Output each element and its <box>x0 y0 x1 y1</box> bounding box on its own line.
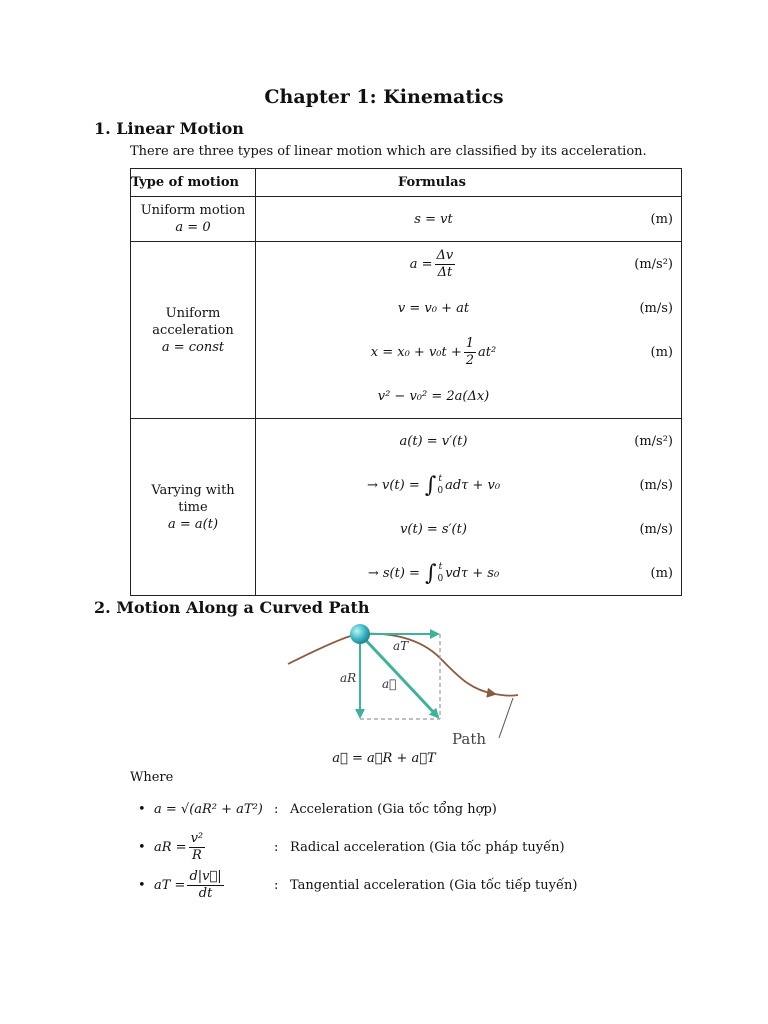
formula <box>256 551 611 595</box>
type-label: Varying with <box>151 482 235 498</box>
formula-lhs: aT = <box>154 877 186 893</box>
formula-unit: (m/s²) <box>634 433 673 449</box>
formula-cell <box>256 419 682 596</box>
formula-tail: at² <box>478 344 497 360</box>
formula-unit: (m/s) <box>639 521 673 537</box>
bullet-dot: • <box>138 839 146 855</box>
type-cell-varying-with-time <box>131 419 256 596</box>
formula <box>256 463 611 507</box>
bullet-dot: • <box>138 801 146 817</box>
colon: : <box>274 839 279 855</box>
formula-unit: (m/s) <box>639 300 673 316</box>
type-condition: a = const <box>161 339 225 355</box>
formula-lhs: x = x₀ + v₀t + <box>370 344 462 360</box>
formula-lhs: → v(t) = <box>366 477 420 493</box>
fraction <box>435 248 456 281</box>
type-label: Uniform motion <box>140 203 246 218</box>
type-cell-uniform-acceleration <box>131 242 256 419</box>
label-path: Path <box>452 730 487 748</box>
fraction <box>464 336 476 369</box>
particle-ball <box>350 624 370 644</box>
table-row <box>131 419 682 596</box>
type-condition: a = 0 <box>175 220 211 235</box>
table-row <box>131 242 682 419</box>
bullet-dot: • <box>138 877 146 893</box>
fraction-denominator: R <box>191 847 202 863</box>
chapter-title: Chapter 1: Kinematics <box>264 86 504 108</box>
table-row <box>131 197 682 242</box>
path-curve-tail <box>495 694 518 696</box>
description: Radical acceleration (Gia tốc pháp tuyến) <box>290 839 565 855</box>
fraction-denominator: Δt <box>437 264 453 280</box>
formula-row <box>256 374 681 418</box>
list-item <box>138 868 698 902</box>
type-cell-uniform-motion <box>131 197 256 242</box>
formula: a = √(aR² + aT²) <box>154 801 263 817</box>
label-aT: aT <box>393 639 409 653</box>
formula: v(t) = s′(t) <box>400 521 467 537</box>
list-item <box>138 792 698 826</box>
type-label: time <box>178 499 208 515</box>
type-label: Uniform <box>165 305 221 321</box>
formula-lhs: → s(t) = <box>367 565 420 581</box>
formula-unit: (m/s) <box>639 477 673 493</box>
integral-upper: t <box>438 474 442 484</box>
formula-cell <box>256 242 682 419</box>
formula <box>256 242 611 286</box>
header-type-of-motion: Type of motion <box>131 169 256 197</box>
fraction <box>187 869 223 902</box>
formula-row <box>256 551 681 595</box>
formula-row <box>256 330 681 374</box>
integral-lower: 0 <box>437 574 444 584</box>
formula: v² − v₀² = 2a(Δx) <box>377 388 490 404</box>
formula-lhs: a = <box>409 256 433 272</box>
description: Tangential acceleration (Gia tốc tiếp tuyến) <box>290 877 578 893</box>
integral-sign: ∫ <box>425 560 437 586</box>
formula-unit: (m) <box>650 565 673 581</box>
formula-unit: (m/s²) <box>634 256 673 272</box>
formula-row <box>256 507 681 551</box>
label-aR: aR <box>340 671 357 685</box>
table-header-row <box>131 169 682 197</box>
fraction-denominator: dt <box>198 885 213 901</box>
type-condition: a = a(t) <box>167 516 219 532</box>
header-formulas: Formulas <box>256 169 682 197</box>
fraction-numerator: d|v⃗| <box>189 868 222 884</box>
formula-row <box>256 419 681 463</box>
kinematics-table <box>130 168 682 596</box>
formula-lhs: aR = <box>154 839 187 855</box>
colon: : <box>274 801 279 817</box>
integral-lower: 0 <box>437 486 444 496</box>
formula <box>256 330 611 374</box>
formula-row <box>256 463 681 507</box>
fraction-denominator: 2 <box>465 352 475 368</box>
where-label: Where <box>130 770 174 785</box>
formula-tail: adτ + v₀ <box>445 477 501 493</box>
colon: : <box>274 877 279 893</box>
formula-unit: (m) <box>650 344 673 360</box>
formula-row <box>256 242 681 286</box>
intro-text: There are three types of linear motion which are classified by its acceleration. <box>130 144 647 159</box>
description: Acceleration (Gia tốc tổng hợp) <box>290 801 497 817</box>
fraction-numerator: Δv <box>436 247 454 263</box>
formula-unit: (m) <box>650 211 673 227</box>
section-heading-linear-motion: 1. Linear Motion <box>94 119 244 138</box>
formula: a(t) = v′(t) <box>399 433 468 449</box>
integral-sign: ∫ <box>424 472 437 498</box>
label-a: a⃗ <box>382 677 397 691</box>
formula-row <box>256 197 681 241</box>
integral-limits <box>437 473 443 497</box>
vector-equation: a⃗ = a⃗R + a⃗T <box>332 751 436 766</box>
type-label: acceleration <box>152 322 234 338</box>
integral-limits <box>438 561 444 585</box>
formula-tail: vdτ + s₀ <box>445 565 500 581</box>
curved-path-diagram <box>280 618 530 758</box>
path-leader-line <box>499 698 513 738</box>
fraction <box>189 831 206 864</box>
formula-row <box>256 286 681 330</box>
formula: s = vt <box>414 211 453 227</box>
formula <box>154 830 207 864</box>
formula-cell <box>256 197 682 242</box>
formula: v = v₀ + at <box>397 300 470 316</box>
fraction-numerator: v² <box>190 830 204 846</box>
list-item <box>138 830 698 864</box>
fraction-numerator: 1 <box>465 335 475 351</box>
formula <box>154 868 226 902</box>
integral-upper: t <box>438 562 443 572</box>
section-heading-curved-path: 2. Motion Along a Curved Path <box>94 598 370 617</box>
